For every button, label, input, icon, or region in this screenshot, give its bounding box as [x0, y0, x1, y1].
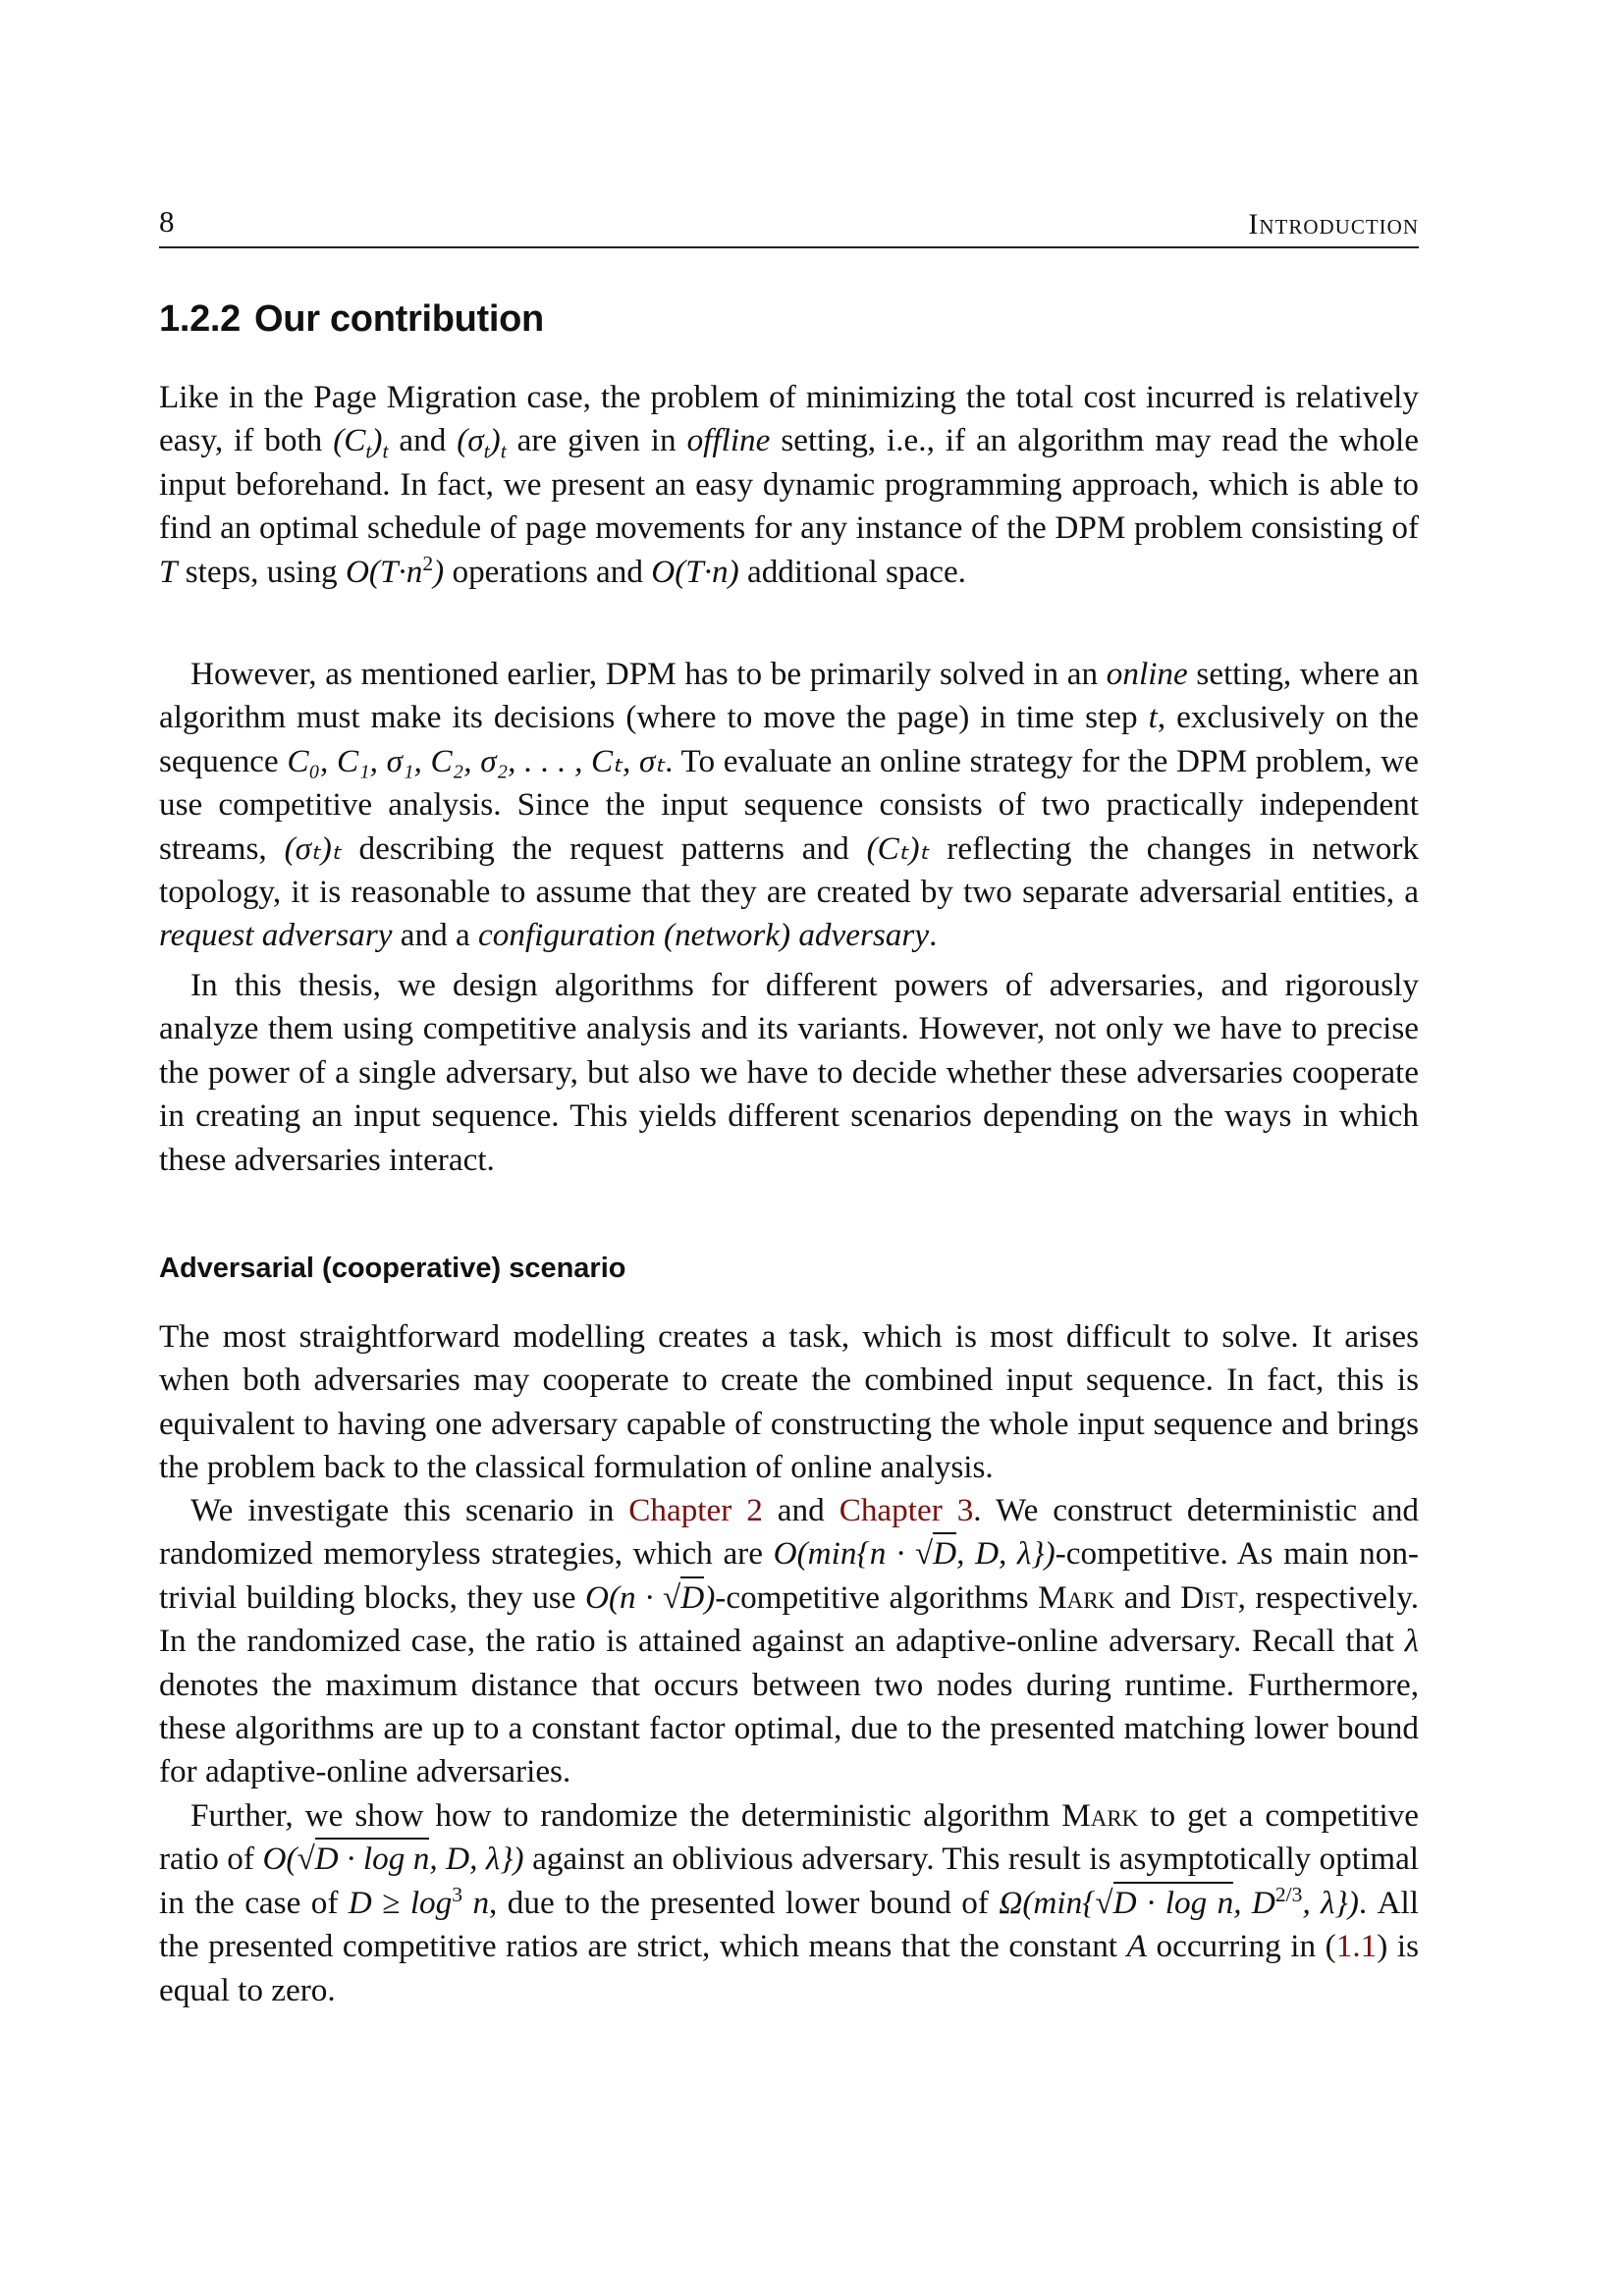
- emph-online: online: [1106, 656, 1188, 692]
- subsection-heading: Adversarial (cooperative) scenario: [159, 1253, 626, 1284]
- paragraph-online: However, as mentioned earlier, DPM has to be primarily solved in an online setting, where an algorithm must make its decisions (where to move the page) in time step t, exclusively on the sequence C₀, C₁, σ₁, C₂, σ₂, . . . , Cₜ, σₜ. To evaluate an online strategy for the DPM problem, we use competitive analysis. Since the input sequence consists of two practically independent streams, (σₜ)ₜ describing the request patterns and (Cₜ)ₜ reflecting the changes in network topology, it is reasonable to assume that they are created by two separate adversarial entities, a request adversary and a configuration (network) adversary.: [159, 656, 1420, 954]
- emph-request-adversary: request adversary: [159, 917, 393, 954]
- section-heading: [159, 298, 544, 341]
- link-equation-1-1[interactable]: 1.1: [1335, 1928, 1378, 1965]
- emph-configuration-adversary: configuration (network) adversary: [478, 917, 930, 954]
- page-number: 8: [159, 204, 175, 239]
- algorithm-mark: Mark: [1038, 1578, 1115, 1616]
- link-chapter-2[interactable]: Chapter 2: [628, 1492, 763, 1528]
- section-number: 1.2.2: [159, 298, 242, 340]
- emph-offline: offline: [686, 422, 771, 459]
- running-header: [159, 204, 1419, 243]
- paragraph-thesis-design: In this thesis, we design algorithms for different powers of adversaries, and rigorously analyze them using competitive analysis and its variants. However, not only we have to precise the power of a single adversary, but also we have to decide whether these adversaries cooperate in creating an input sequence. This yields different scenarios depending on the ways in which these adversaries interact.: [159, 967, 1419, 1178]
- section-title: Our contribution: [254, 298, 544, 340]
- link-chapter-3[interactable]: Chapter 3: [839, 1492, 974, 1528]
- header-rule: [159, 246, 1419, 248]
- paragraph-offline: Like in the Page Migration case, the problem of minimizing the total cost incurred is relatively easy, if both $(C_t)_t$ and $(\sigma_t)_t$ are given in offline setting, i.e., if an algorithm may read the whole input beforehand. In fact, we present an easy dynamic programming approach, which is able to find an optimal schedule of page movements for any instance of the DPM problem consisting of T steps, using $O(T\cdot n^2)$ operations and O(T·n) additional space.: [159, 379, 1419, 590]
- chapter-title: Introduction: [1248, 208, 1419, 240]
- algorithm-dist: Dist: [1180, 1578, 1238, 1616]
- paragraph-randomized-mark: Further, we show how to randomize the deterministic algorithm Mark to get a competitive ratio of O(√D · log n, D, λ}) against an oblivious adversary. This result is asymptotically optimal in the case of $D \ge \log^3 n$, due to the presented lower bound of Ω(min{√D · log n, $D^{2/3}$, λ}). All the presented competitive ratios are strict, which means that the constant A occurring in (1.1) is equal to zero.: [159, 1797, 1420, 2008]
- algorithm-mark: Mark: [1061, 1797, 1139, 1834]
- paragraph-chapters: We investigate this scenario in Chapter 2 and Chapter 3. We construct deterministic and randomized memoryless strategies, which are O(min{n · √D, D, λ})-competitive. As main non-trivial building blocks, they use O(n · √D)-competitive algorithms Mark and Dist, respectively. In the randomized case, the ratio is attained against an adaptive-online adversary. Recall that λ denotes the maximum distance that occurs between two nodes during runtime. Furthermore, these algorithms are up to a constant factor optimal, due to the presented matching lower bound for adaptive-online adversaries.: [159, 1492, 1420, 1790]
- paragraph-cooperative: The most straightforward modelling creates a task, which is most difficult to solve. It arises when both adversaries may cooperate to create the combined input sequence. In fact, this is equivalent to having one adversary capable of constructing the whole input sequence and brings the problem back to the classical formulation of online analysis.: [159, 1318, 1419, 1486]
